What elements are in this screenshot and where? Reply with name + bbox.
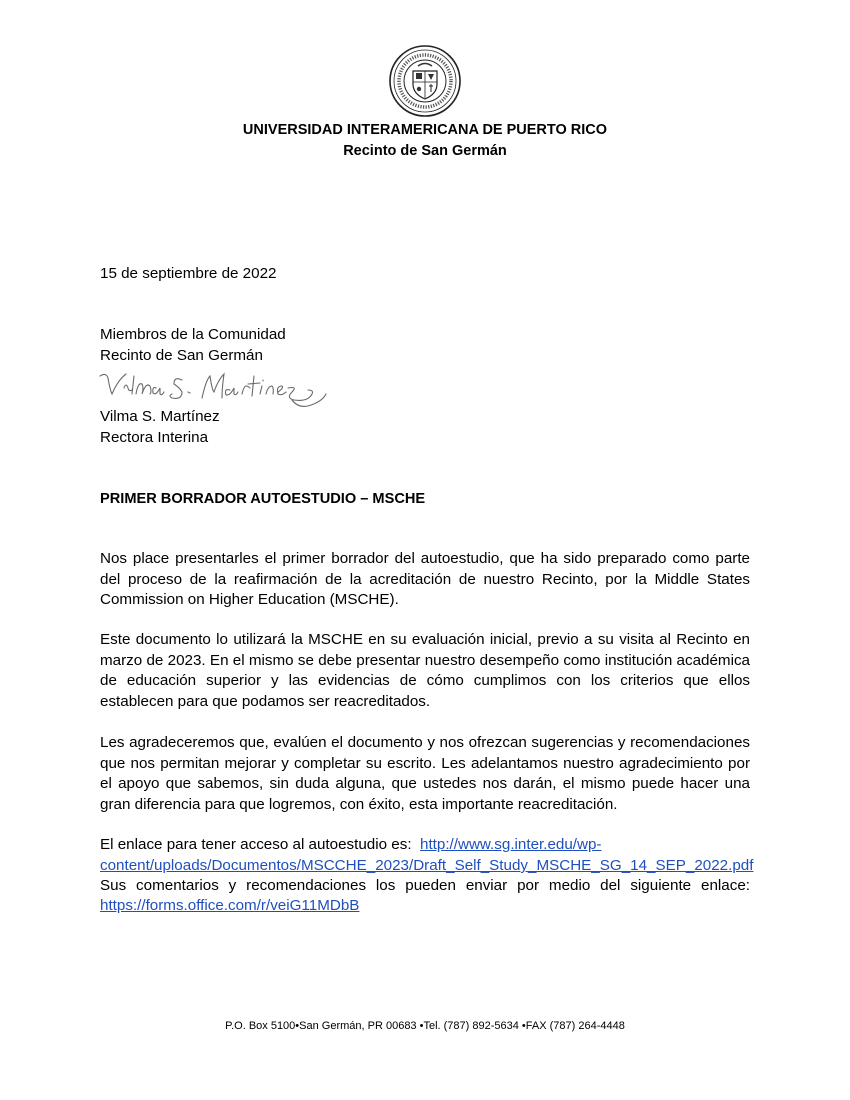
campus-name: Recinto de San Germán: [343, 143, 507, 159]
paragraph-2: Este documento lo utilizará la MSCHE en su evaluación inicial, previo a su visita al Recinto en marzo de 2023. En el mismo se debe presentar nuestro desempeño como institución académica de educación superior y las evidencias de cómo cumplimos con los criterios que ellos establecen para que podamos ser reacreditados.: [100, 631, 750, 710]
sender-title: Rectora Interina: [100, 429, 209, 446]
university-name: UNIVERSIDAD INTERAMERICANA DE PUERTO RICO: [242, 122, 608, 138]
paragraph-3: Les agradeceremos que, evalúen el documento y nos ofrezcan sugerencias y recomendaciones que nos permitan mejorar y completar su escrito. Les adelantamos nuestro agradecimiento por el apoyo que sabemos, sin duda alguna, que ustedes nos darán, el mismo puede hacer una gran diferencia para que logremos, con éxito, esta importante reacreditación.: [100, 734, 750, 813]
self-study-link-part-2[interactable]: content/uploads/Documentos/MSCCHE_2023/Draft_Self_Study_MSCHE_SG_14_SEP_2022.pdf: [100, 857, 754, 874]
recipient-line-1: Miembros de la Comunidad: [100, 326, 286, 343]
letter-subject: PRIMER BORRADOR AUTOESTUDIO – MSCHE: [100, 491, 426, 507]
comments-form-link[interactable]: https://forms.office.com/r/veiG11MDbB: [100, 897, 360, 914]
link-line-2: [100, 856, 754, 877]
university-seal-icon: [388, 44, 462, 118]
footer-address: P.O. Box 5100•San Germán, PR 00683 •Tel. (787) 892-5634 •FAX (787) 264-4448: [225, 1020, 625, 1032]
recipient-line-2: Recinto de San Germán: [100, 347, 263, 364]
link-intro-text: El enlace para tener acceso al autoestudio es:: [100, 836, 412, 853]
self-study-link-part-1[interactable]: http://www.sg.inter.edu/wp-: [420, 836, 602, 853]
letter-date: 15 de septiembre de 2022: [100, 265, 277, 282]
sender-name: Vilma S. Martínez: [100, 408, 220, 425]
paragraph-1: Nos place presentarles el primer borrador del autoestudio, que ha sido preparado como parte del proceso de la reafirmación de la acreditación de nuestro Recinto, por la Middle States Commission on Higher Education (MSCHE).: [100, 550, 750, 608]
signature-image: [98, 368, 333, 410]
comments-text: Sus comentarios y recomendaciones los pueden enviar por medio del siguiente enlace:: [100, 877, 750, 894]
link-paragraph: [100, 835, 750, 856]
comments-link-line: [100, 896, 359, 917]
